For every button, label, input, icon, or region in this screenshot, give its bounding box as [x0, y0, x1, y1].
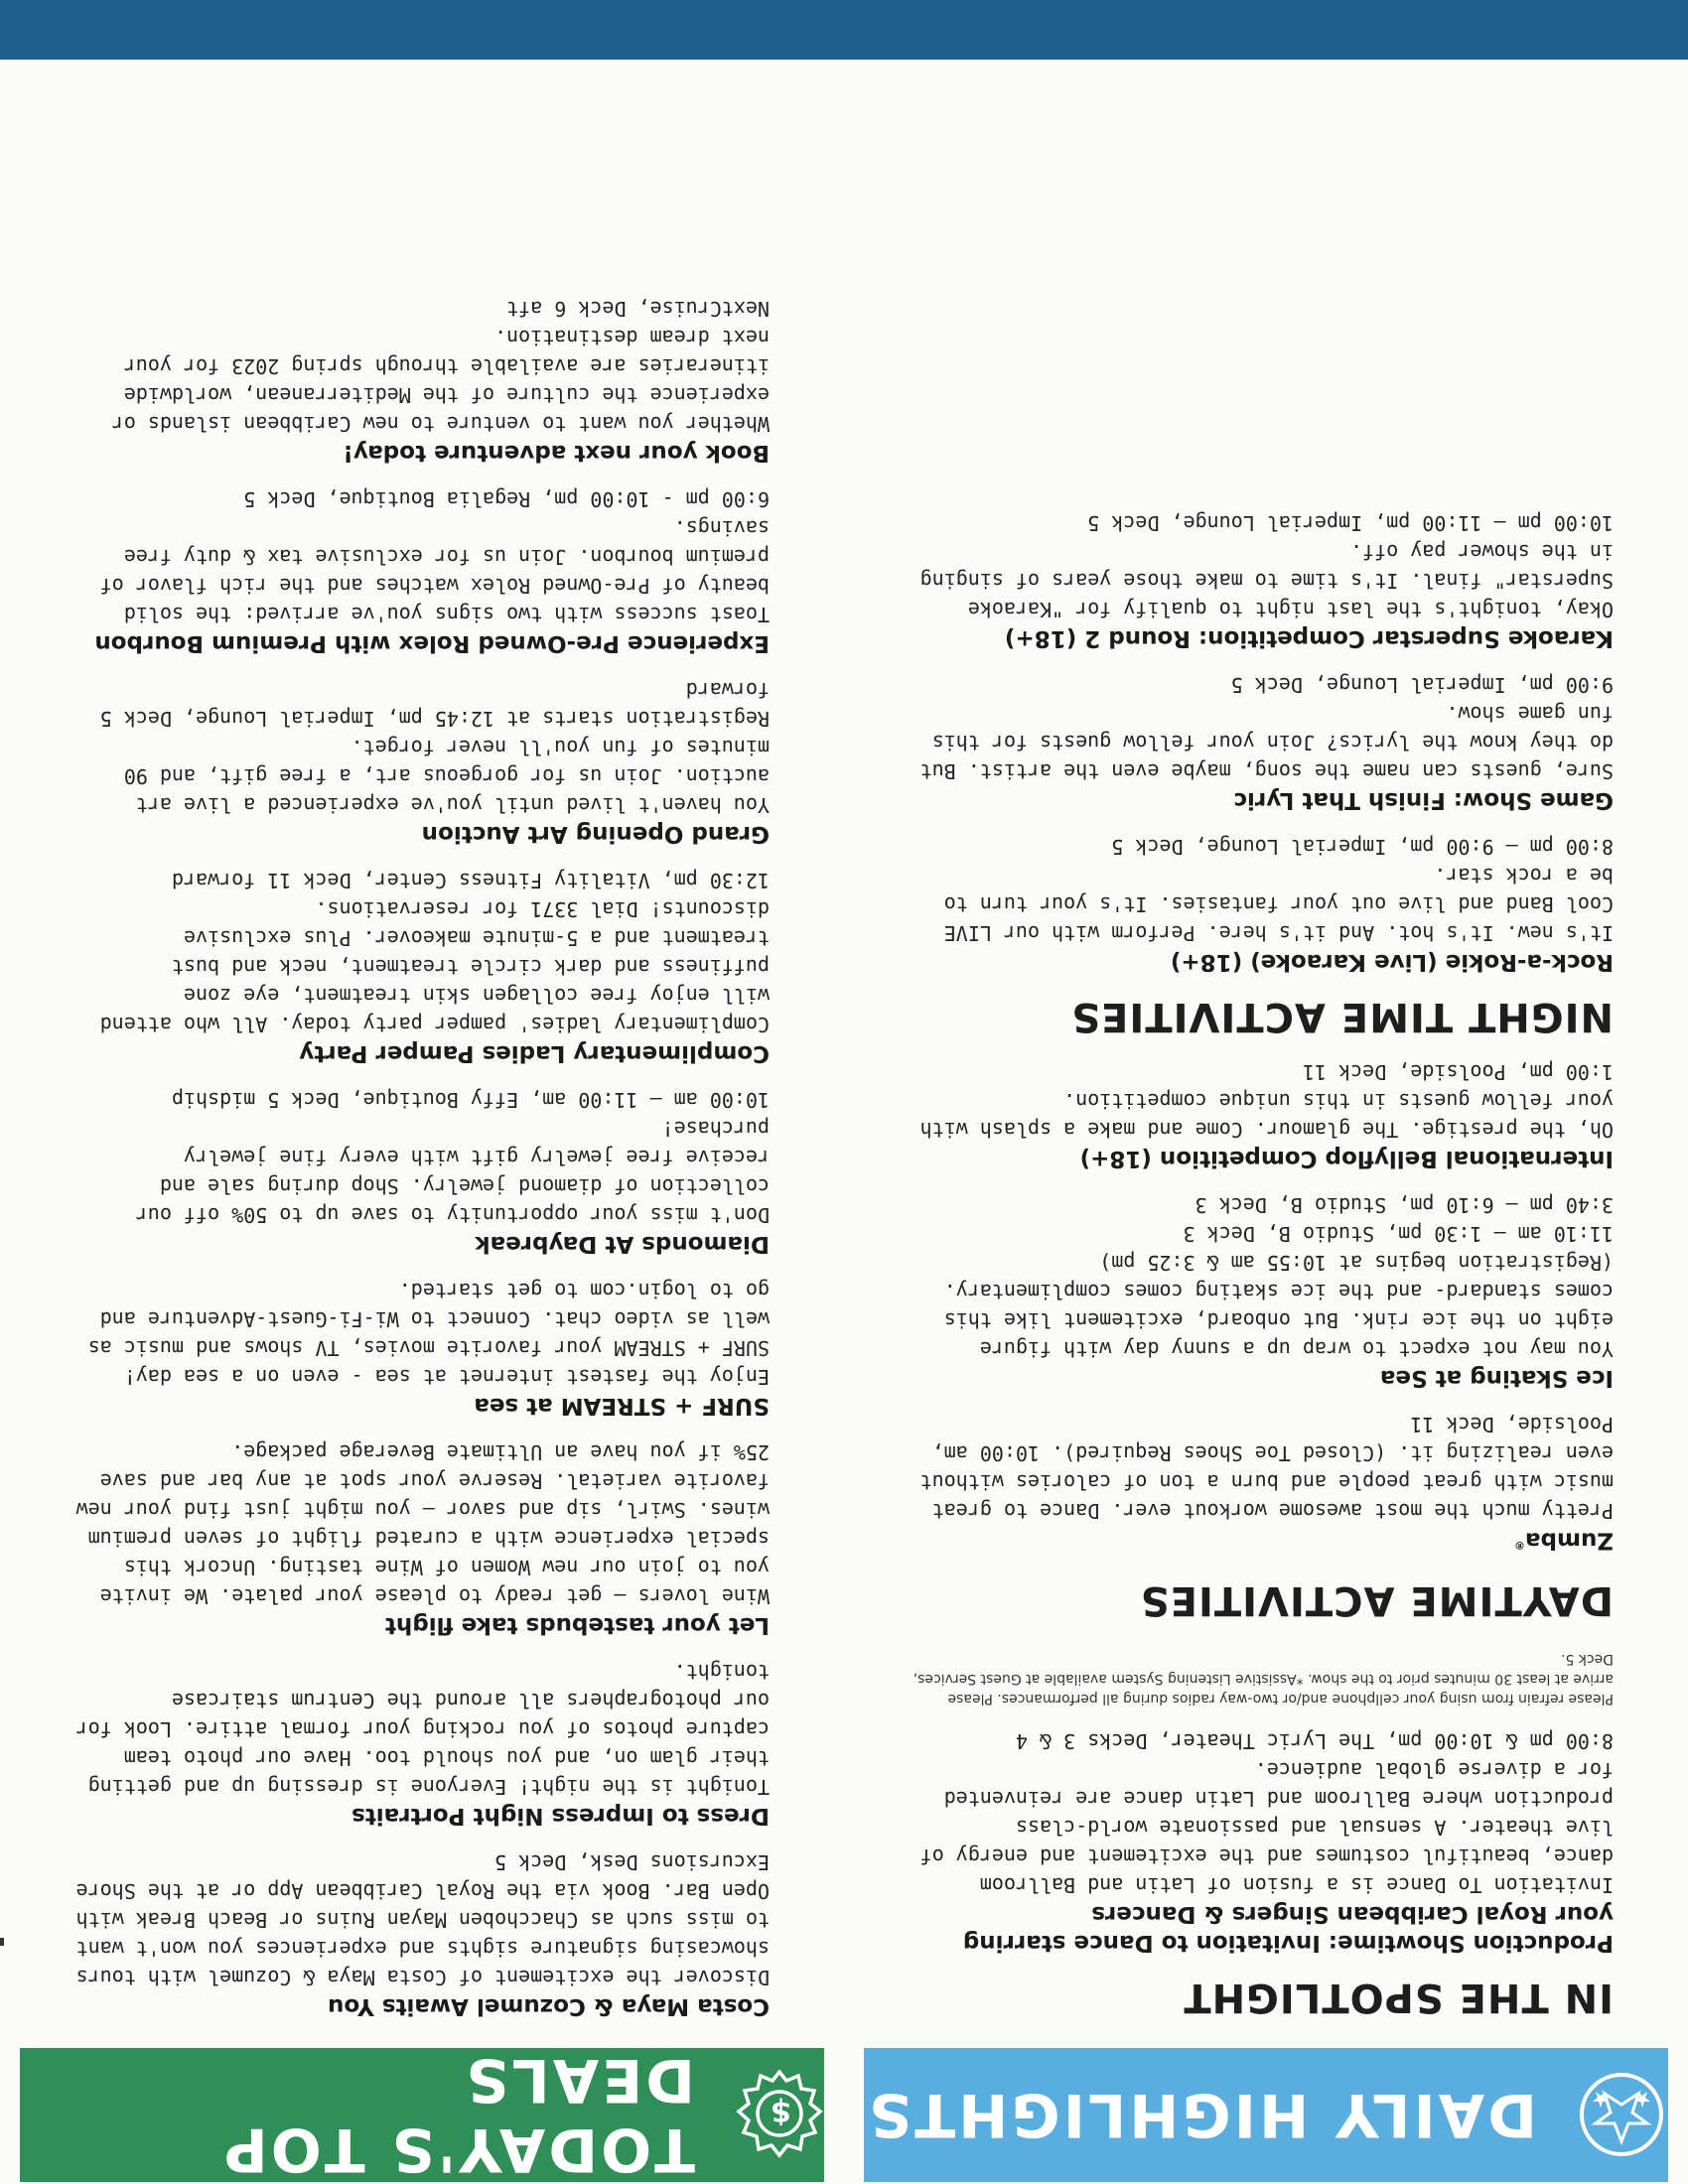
stars-icon — [1577, 2071, 1666, 2160]
item-title: Karaoke Superstar Competition: Round 2 (18+) — [1004, 625, 1614, 652]
item-title: Experience Pre-Owned Rolex with Premium Bourbon — [94, 630, 770, 656]
item-title: Complimentary Ladies Pamper Party — [299, 1040, 770, 1066]
rock-a-rokie — [909, 832, 1614, 976]
header-bar — [0, 0, 1688, 60]
item-title: Dress to Impress Night Portraits — [352, 1803, 770, 1829]
production-showtime — [909, 1726, 1614, 1957]
item-title: International Bellyflop Competition (18+) — [1079, 1146, 1614, 1172]
item-time: 1:00 pm, Poolside, Deck 11 — [1302, 1060, 1614, 1085]
item-body: You haven't lived until you've experienced a live art auction. Join us for gorgeous art, a free gift, and 90 minutes of fun you'll never forget. — [123, 736, 770, 817]
item-time: 10:00 pm – 11:00 pm, Imperial Lounge, Deck 5 — [1087, 511, 1614, 536]
top-deals-column — [20, 60, 824, 2184]
item-title: Rock-a-Rokie (Live Karaoke) (18+) — [1170, 949, 1614, 976]
costa-maya — [65, 1847, 770, 2020]
item-title — [909, 1525, 1614, 1560]
top-deals-banner — [20, 2045, 824, 2184]
performance-note: Please refrain from using your cellphone and/or two-way radios during all performances. Please arrive at least 30 minutes prior to the show. *Assistive Listening System available at Guest Services, Deck 5. — [913, 1651, 1614, 1706]
night-portraits — [65, 1657, 770, 1830]
item-body: Don't miss your opportunity to save up to 50% off our collection of diamond jewelry. Shop during sale and receive free jewelry gift with every fine jewelry purchase! — [135, 1117, 770, 1227]
item-title: Let your tastebuds take flight — [384, 1612, 770, 1638]
item-body: Whether you want to venture to new Caribbean islands or experience the culture of the Mediterranean, worldwide itineraries are available through spring 2023 for your next dream destination. — [111, 326, 770, 436]
item-title: Production Showtime: Invitation to Dance starring your Royal Caribbean Singers & Dancers — [962, 1901, 1614, 1956]
item-title: Book your next adventure today! — [343, 440, 770, 466]
diamonds-daybreak — [65, 1085, 770, 1258]
wine-tasting — [65, 1437, 770, 1639]
item-body: Sure, guests can name the song, maybe even the artist. But do they know the lyrics? Join your fellow guests for this fun game show. — [919, 702, 1614, 784]
zumba — [909, 1410, 1614, 1560]
item-body: Complimentary ladies' pamper party today. All who attend will enjoy free collagen skin treatment, eye zone puffiness and dark circle treatment, neck and bust treatment and a 5-minute makeover. Plus exclusive discounts! Dial 3371 for reservations. — [99, 897, 770, 1036]
item-body: Enjoy the fastest internet at sea - even on a sea day! SURF + STREAM your favorite movies, TV shows and music as well as video chat. Connect to Wi-Fi-Guest-Adventure and go to login.com to get started. — [87, 1279, 770, 1389]
margin-mark — [0, 1938, 4, 1946]
rolex-bourbon — [65, 484, 770, 657]
item-body: Invitation To Dance is a fusion of Latin and Ballroom dance, beautiful costumes and the excitement and energy of live theater. A sensual and passionate world-class production where Ballroom and Latin dance are reinvented for a diverse global audience. — [919, 1758, 1614, 1897]
item-body: Wine lovers — get ready to please your palate. We invite you to join our new Women of Wine tasting. Uncork this special experience with a curated flight of seven premium wines. Swirl, sip and savor — you might just find your new favorite varietal. Reserve your spot at any bar and save 25% if you have an Ultimate Beverage package. — [75, 1440, 770, 1608]
svg-text:$: $ — [768, 2095, 791, 2130]
daytime-heading: DAYTIME ACTIVITIES — [1139, 1577, 1614, 1623]
item-title: SURF + STREAM at sea — [474, 1393, 770, 1419]
item-body: It's new. It's hot. And it's here. Perform with our LIVE Cool Band and live out your fantasies. It's your turn to be a rock star. — [943, 864, 1614, 946]
daily-highlights-column — [864, 60, 1668, 2184]
art-auction — [65, 675, 770, 848]
item-title: Ice Skating at Sea — [1379, 1365, 1614, 1392]
item-time: NextCruise, Deck 6 aft — [506, 297, 770, 321]
item-title: Costa Maya & Cozumel Awaits You — [328, 1993, 770, 2019]
next-adventure — [65, 294, 770, 467]
item-body: Toast success with two signs you've arrived: the solid beauty of Pre-Owned Rolex watches and the rich flavor of premium bourbon. Join us for exclusive tax & duty free savings. — [99, 516, 770, 626]
item-body: Discover the excitement of Costa Maya & Cozumel with tours showcasing signature sights and experiences you won't want to miss such as Chacchoben Mayan Ruins or Beach Break with Open Bar. Book via the Royal Caribbean App or at the Shore Excursions Desk, Deck 5 — [75, 1850, 770, 1989]
dollar-badge-icon — [735, 2071, 824, 2160]
item-body: Okay, tonight's the last night to qualify for "Karaoke Superstar" final. It's time to make those years of singing in the shower pay off. — [919, 540, 1614, 622]
item-body: Tonight is the night! Everyone is dressing up and getting their glam on, and you should too. Have our photo team capture photos of you rocking your formal attire. Look for our photographers all around the Centrum staircase tonight. — [75, 1660, 770, 1799]
item-title: Game Show: Finish That Lyric — [1233, 787, 1614, 814]
pamper-party — [65, 866, 770, 1067]
item-time: 8:00 pm – 9:00 pm, Imperial Lounge, Deck 5 — [1111, 835, 1614, 860]
surf-stream — [65, 1276, 770, 1420]
ice-skating — [909, 1190, 1614, 1392]
item-title: Diamonds At Daybreak — [475, 1231, 770, 1257]
karaoke-superstar — [909, 508, 1614, 652]
item-time: 12:30 pm, Vitality Fitness Center, Deck 11 forward — [171, 869, 770, 892]
zumba-title: Zumba — [1524, 1527, 1614, 1554]
item-body: You may not expect to wrap up a sunny day with figure eight on the ice rink. But onboard, excitement like this comes standard- and the ice skating comes complimentary. — [943, 1280, 1614, 1362]
daily-highlights-banner — [864, 2048, 1668, 2182]
item-time: 8:00 pm & 10:00 pm, The Lyric Theater, Decks 3 & 4 — [1015, 1729, 1614, 1753]
item-time: 10:00 am – 11:00 am, Effy Boutique, Deck 5 midship — [171, 1088, 770, 1112]
item-body: Pretty much the most awesome workout ever. Dance to great music with great people and burn a ton of calories without even realizing it. (Closed Toe Shoes Required). 10:00 am, Poolside, Deck 11 — [919, 1413, 1614, 1524]
item-time: 11:10 am – 1:30 pm, Studio B, Deck 3 — [1183, 1222, 1614, 1247]
daily-highlights-title: DAILY HIGHLIGHTS — [866, 2080, 1537, 2150]
item-time: Registration starts at 12:45 pm, Imperial Lounge, Deck 5 forward — [99, 678, 770, 731]
item-time: 6:00 pm - 10:00 pm, Regalia Boutique, Deck 5 — [243, 487, 770, 511]
registered-mark: ® — [1513, 1539, 1525, 1552]
item-time: 9:00 pm, Imperial Lounge, Deck 5 — [1230, 673, 1614, 698]
bellyflop — [909, 1057, 1614, 1172]
night-heading: NIGHT TIME ACTIVITIES — [1070, 994, 1614, 1040]
item-registration: (Registration begins at 10:55 am & 3:25 pm) — [1099, 1251, 1614, 1276]
spotlight-heading: IN THE SPOTLIGHT — [1183, 1975, 1614, 2020]
item-body: Oh, the prestige. The glamour. Come and make a splash with your fellow guests in this unique competition. — [919, 1089, 1614, 1143]
top-deals-title: TODAY'S TOP DEALS — [220, 2045, 695, 2184]
item-title: Grand Opening Art Auction — [421, 821, 770, 847]
item-time: 3:40 pm – 6:10 pm, Studio B, Deck 3 — [1195, 1193, 1614, 1218]
game-show — [909, 670, 1614, 814]
